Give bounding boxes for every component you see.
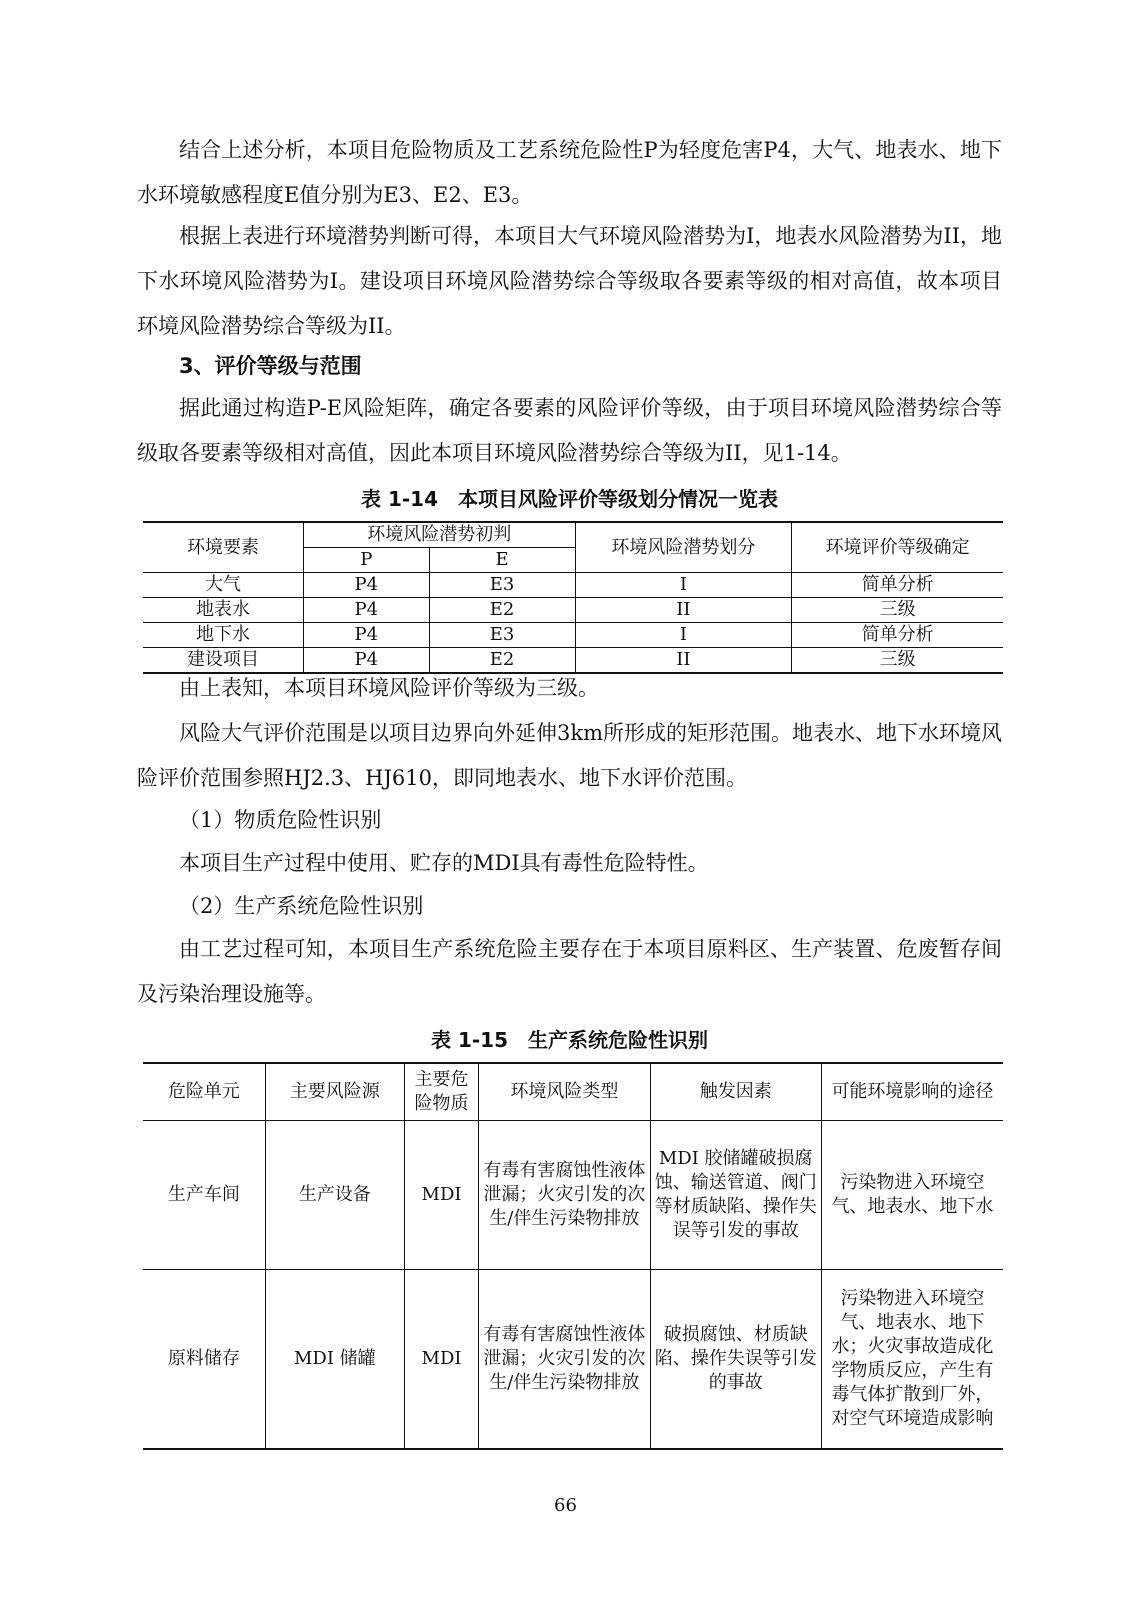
cell: 地下水 — [143, 623, 304, 648]
paragraph-potential: 根据上表进行环境潜势判断可得，本项目大气环境风险潜势为I，地表水风险潜势为II，地下水环境风险潜势为I。建设项目环境风险潜势综合等级取各要素等级的相对高值，故本项目环境风险潜势综合等级为II。 — [137, 224, 1002, 338]
cell: P4 — [304, 623, 430, 648]
cell: II — [575, 598, 792, 623]
table-1-14-caption: 表 1-14 本项目风险评价等级划分情况一览表 — [360, 487, 778, 511]
cell: 破损腐蚀、材质缺陷、操作失误等引发的事故 — [650, 1270, 821, 1450]
cell: 生产车间 — [143, 1121, 265, 1270]
header-source: 主要风险源 — [265, 1063, 404, 1121]
header-risk-type: 环境风险类型 — [479, 1063, 650, 1121]
cell: I — [575, 623, 792, 648]
paragraph-process: 由工艺过程可知，本项目生产系统危险主要存在于本项目原料区、生产装置、危废暂存间及污染治理设施等。 — [137, 937, 1002, 1006]
header-substance: 主要危险物质 — [404, 1063, 478, 1121]
cell: II — [575, 648, 792, 674]
cell: 地表水 — [143, 598, 304, 623]
cell: MDI 胶储罐破损腐蚀、输送管道、阀门等材质缺陷、操作失误等引发的事故 — [650, 1121, 821, 1270]
cell: 大气 — [143, 573, 304, 598]
table-1-14 — [143, 521, 1003, 674]
cell: 三级 — [792, 598, 1003, 623]
cell: 简单分析 — [792, 573, 1003, 598]
cell: 三级 — [792, 648, 1003, 674]
cell: 建设项目 — [143, 648, 304, 674]
table-row — [143, 1121, 1003, 1270]
subheading-system: （2）生产系统危险性识别 — [179, 894, 424, 918]
header-level: 环境评价等级确定 — [792, 522, 1003, 573]
cell: MDI — [404, 1270, 478, 1450]
cell: P4 — [304, 598, 430, 623]
table-row — [143, 573, 1003, 598]
cell: I — [575, 573, 792, 598]
cell: 污染物进入环境空气、地表水、地下水 — [821, 1121, 1003, 1270]
cell: P4 — [304, 573, 430, 598]
cell: 生产设备 — [265, 1121, 404, 1270]
paragraph-range: 风险大气评价范围是以项目边界向外延伸3km所形成的矩形范围。地表水、地下水环境风险评价范围参照HJ2.3、HJ610，即同地表水、地下水评价范围。 — [137, 721, 1002, 790]
page-number: 66 — [554, 1495, 577, 1516]
table-row — [143, 623, 1003, 648]
cell: 简单分析 — [792, 623, 1003, 648]
cell: MDI 储罐 — [265, 1270, 404, 1450]
header-element: 环境要素 — [143, 522, 304, 573]
cell: 有毒有害腐蚀性液体泄漏；火灾引发的次生/伴生污染物排放 — [479, 1270, 650, 1450]
section-heading: 3、评价等级与范围 — [179, 354, 362, 378]
cell: MDI — [404, 1121, 478, 1270]
cell: E3 — [429, 573, 575, 598]
cell: P4 — [304, 648, 430, 674]
subheading-substance: （1）物质危险性识别 — [179, 808, 382, 832]
cell: E2 — [429, 598, 575, 623]
table-1-15 — [143, 1062, 1003, 1450]
header-division: 环境风险潜势划分 — [575, 522, 792, 573]
cell: 污染物进入环境空气、地表水、地下水；火灾事故造成化学物质反应，产生有毒气体扩散到厂外，对空气环境造成影响 — [821, 1270, 1003, 1450]
paragraph-level-result: 由上表知，本项目环境风险评价等级为三级。 — [179, 676, 599, 700]
paragraph-mdi: 本项目生产过程中使用、贮存的MDI具有毒性危险特性。 — [179, 851, 709, 875]
paragraph-conclusion: 结合上述分析，本项目危险物质及工艺系统危险性P为轻度危害P4，大气、地表水、地下水环境敏感程度E值分别为E3、E2、E3。 — [137, 138, 1002, 207]
table-row — [143, 598, 1003, 623]
header-trigger: 触发因素 — [650, 1063, 821, 1121]
header-impact: 可能环境影响的途径 — [821, 1063, 1003, 1121]
paragraph-matrix: 据此通过构造P-E风险矩阵，确定各要素的风险评价等级，由于项目环境风险潜势综合等级取各要素等级相对高值，因此本项目环境风险潜势综合等级为II，见1-14。 — [137, 396, 1002, 465]
header-unit: 危险单元 — [143, 1063, 265, 1121]
header-p: P — [304, 548, 430, 573]
cell: 有毒有害腐蚀性液体泄漏；火灾引发的次生/伴生污染物排放 — [479, 1121, 650, 1270]
cell: E2 — [429, 648, 575, 674]
table-row — [143, 1270, 1003, 1450]
header-e: E — [429, 548, 575, 573]
table-1-15-caption: 表 1-15 生产系统危险性识别 — [430, 1028, 708, 1052]
cell: E3 — [429, 623, 575, 648]
cell: 原料储存 — [143, 1270, 265, 1450]
header-initial: 环境风险潜势初判 — [304, 522, 575, 548]
